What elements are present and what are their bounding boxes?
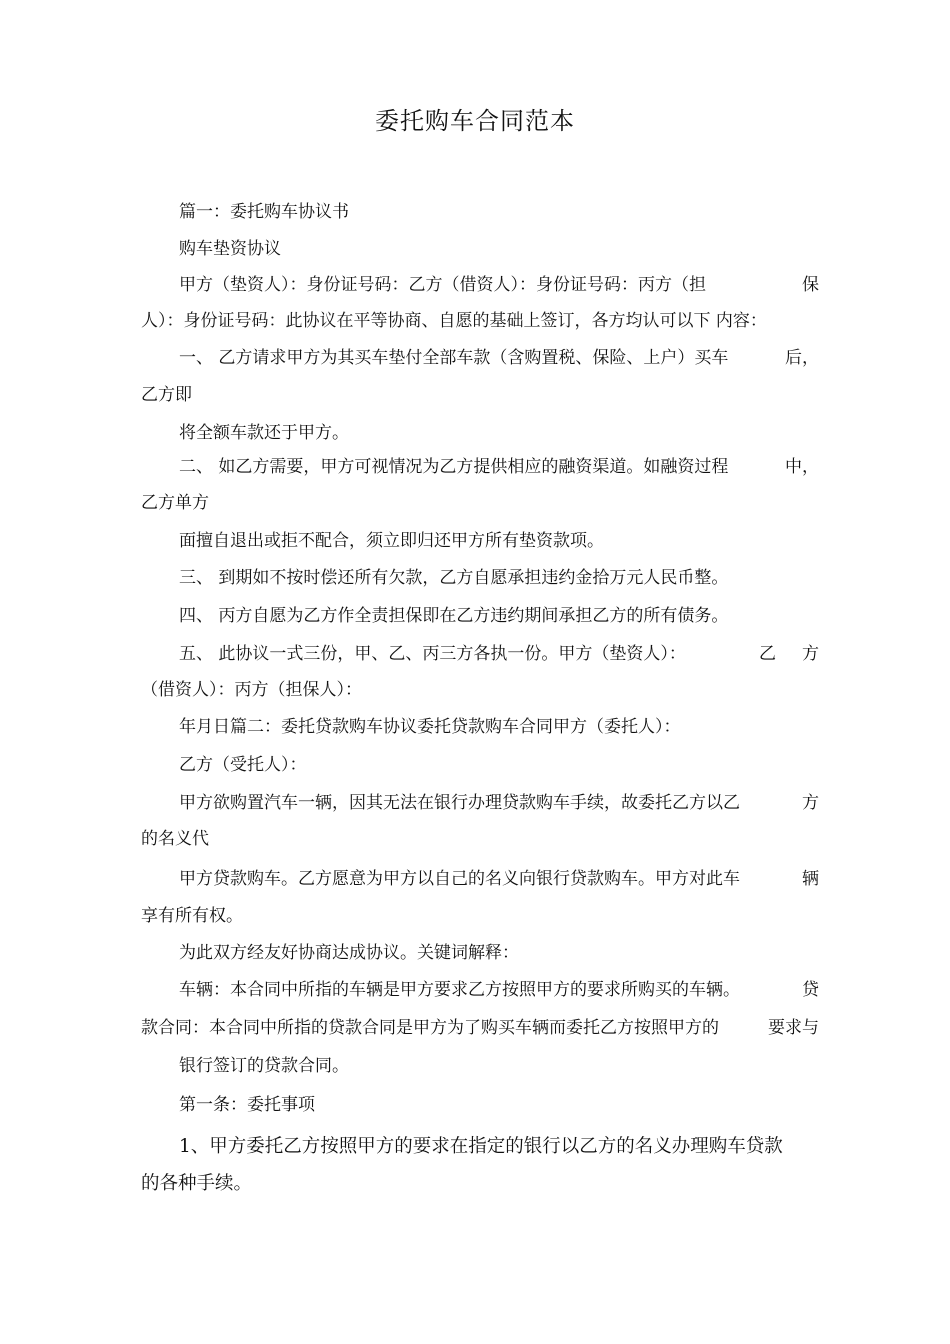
paragraph-line [179,790,819,816]
line-text: 贷 [802,980,819,1000]
paragraph-line: （借资人）：丙方（担保人）： [141,680,362,700]
line-text: 保 [802,275,819,295]
line-text: 甲方贷款购车。乙方愿意为甲方以自己的名义向银行贷款购车。甲方对此车 [179,869,740,889]
paragraph-line [179,345,819,371]
paragraph-line: 的名义代 [141,829,209,849]
line-text: 方 [802,793,819,813]
line-text: 乙 [759,644,776,664]
line-text: 甲方（垫资人）：身份证号码：乙方（借资人）：身份证号码：丙方（担 [179,275,706,295]
line-text: 后， [785,348,819,368]
paragraph-line [141,1015,819,1041]
line-text: 要求与 [768,1018,819,1038]
line-text: 五、 此协议一式三份，甲、乙、丙三方各执一份。甲方（垫资人）： [179,644,686,664]
paragraph-line [179,866,819,892]
line-text: 方 [802,644,819,664]
paragraph-line: 三、 到期如不按时偿还所有欠款，乙方自愿承担违约金拾万元人民币整。 [179,568,729,588]
line-text: 甲方欲购置汽车一辆，因其无法在银行办理贷款购车手续，故委托乙方以乙 [179,793,740,813]
line-text: 车辆：本合同中所指的车辆是甲方要求乙方按照甲方的要求所购买的车辆。 [179,980,740,1000]
paragraph-line [179,977,819,1003]
paragraph-line [179,454,819,480]
paragraph-line: 的各种手续。 [141,1173,253,1194]
paragraph-line: 乙方单方 [141,493,209,513]
line-text: 二、 如乙方需要，甲方可视情况为乙方提供相应的融资渠道。如融资过程 [179,457,729,477]
document-title: 委托购车合同范本 [375,107,575,135]
paragraph-line: 购车垫资协议 [179,239,281,259]
paragraph-line: 乙方（受托人）： [179,755,307,775]
paragraph-line: 年月日篇二：委托贷款购车协议委托贷款购车合同甲方（委托人）： [179,717,681,737]
paragraph-line: 人）：身份证号码：此协议在平等协商、自愿的基础上签订，各方均认可以下 内容： [141,311,767,331]
line-text: 辆 [802,869,819,889]
line-text: 中， [785,457,819,477]
paragraph-line: 享有所有权。 [141,906,243,926]
line-text: 一、 乙方请求甲方为其买车垫付全部车款（含购置税、保险、上户）买车 [179,348,729,368]
paragraph-line: 乙方即 [141,385,192,405]
paragraph-line: 四、 丙方自愿为乙方作全责担保即在乙方违约期间承担乙方的所有债务。 [179,606,729,626]
paragraph-line [179,641,819,667]
paragraph-line: 银行签订的贷款合同。 [179,1056,349,1076]
paragraph-line: 为此双方经友好协商达成协议。关键词解释： [179,943,519,963]
paragraph-line: 面擅自退出或拒不配合，须立即归还甲方所有垫资款项。 [179,531,604,551]
line-text: 款合同：本合同中所指的贷款合同是甲方为了购买车辆而委托乙方按照甲方的 [141,1018,719,1038]
paragraph-line: 篇一：委托购车协议书 [179,202,349,222]
paragraph-line [179,272,819,298]
paragraph-line: 将全额车款还于甲方。 [179,423,349,443]
paragraph-line: 第一条：委托事项 [179,1095,315,1115]
paragraph-line: 1、甲方委托乙方按照甲方的要求在指定的银行以乙方的名义办理购车贷款 [179,1136,783,1157]
